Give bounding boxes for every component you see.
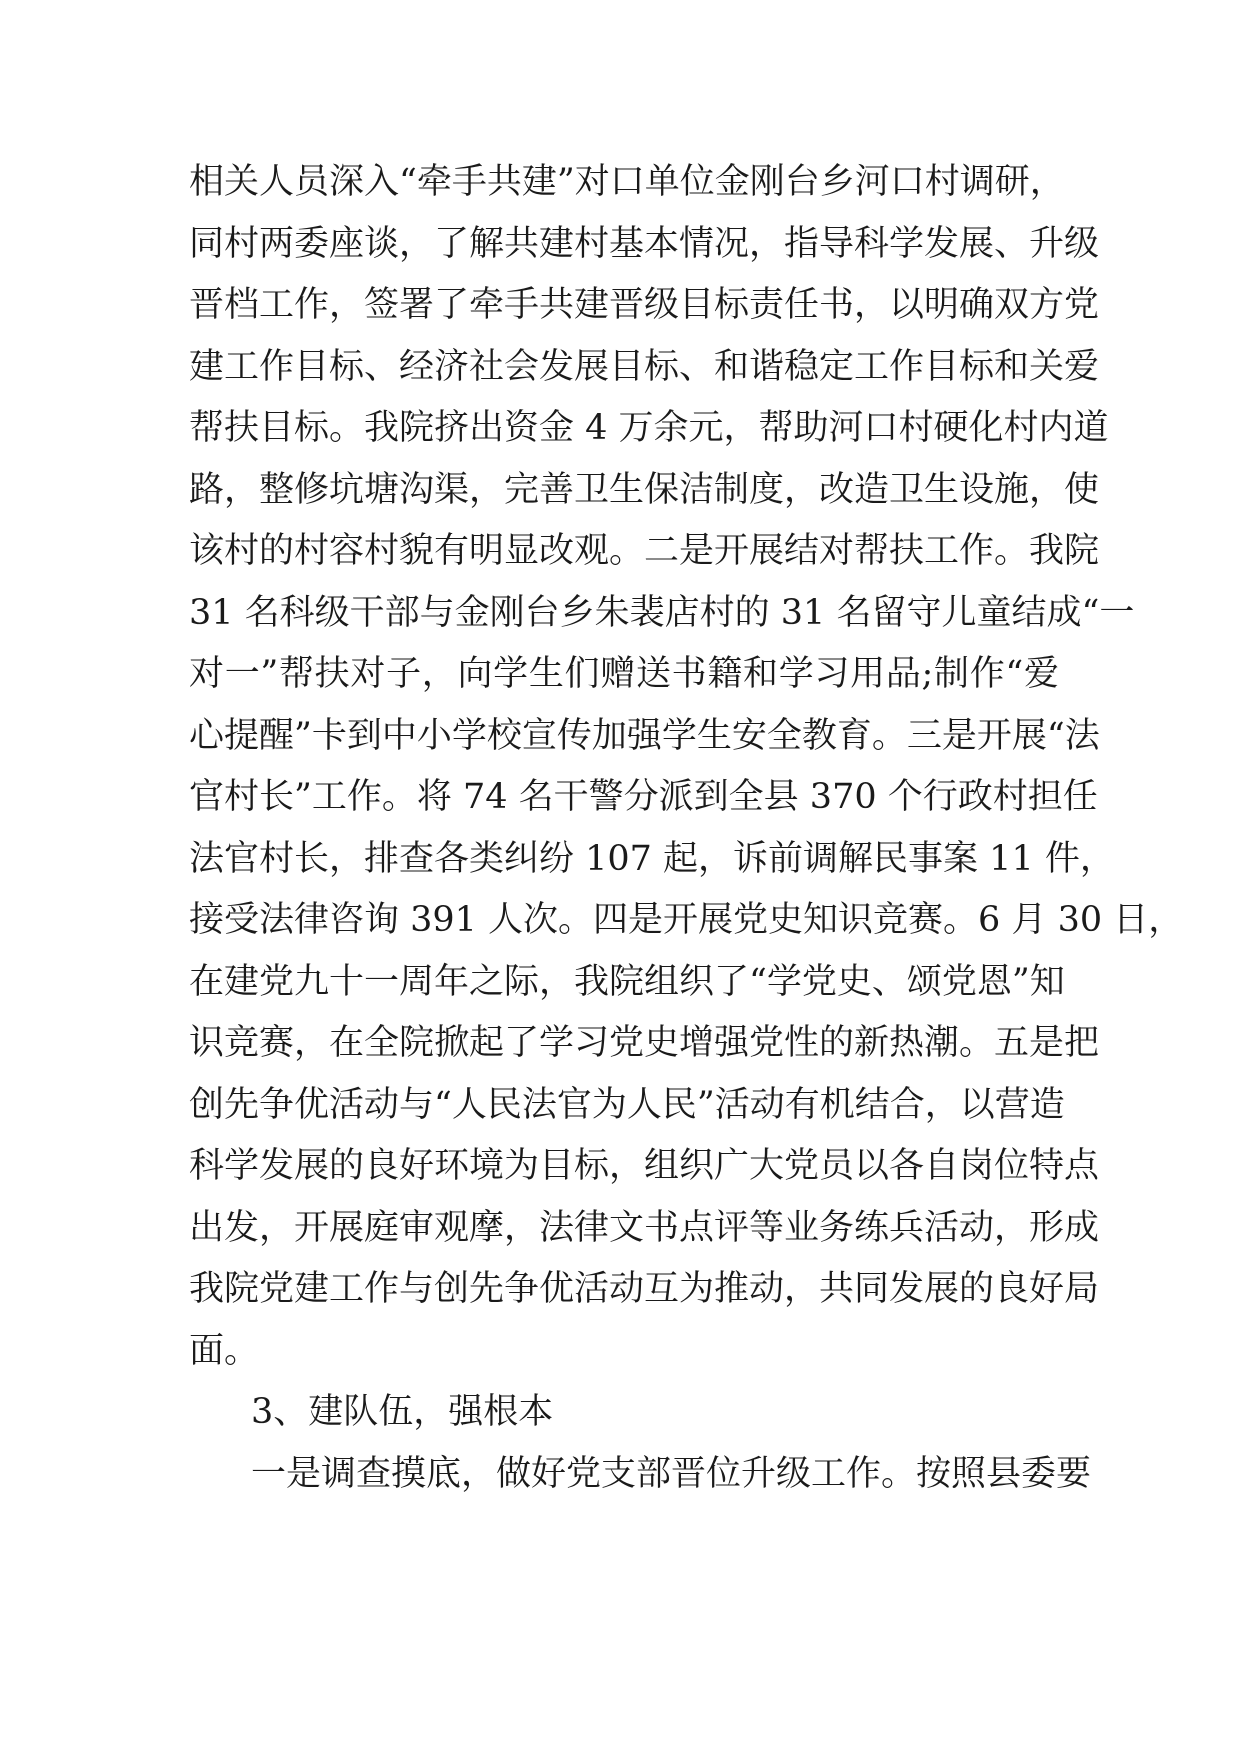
text-line: 对一”帮扶对子，向学生们赠送书籍和学习用品;制作“爱: [189, 654, 1059, 694]
text-line: 法官村长，排查各类纠纷 107 起，诉前调解民事案 11 件，: [189, 838, 1115, 879]
section-heading: 3、建队伍，强根本: [251, 1392, 554, 1432]
text-line: 出发，开展庭审观摩，法律文书点评等业务练兵活动，形成: [189, 1207, 1100, 1248]
text-line: 建工作目标、经济社会发展目标、和谐稳定工作目标和关爱: [189, 346, 1100, 387]
text-line: 创先争优活动与“人民法官为人民”活动有机结合，以营造: [189, 1084, 1065, 1125]
paragraph-end-line: 面。: [189, 1330, 260, 1371]
text-line: 相关人员深入“牵手共建”对口单位金刚台乡河口村调研，: [189, 162, 1065, 202]
text-line: 晋档工作，签署了牵手共建晋级目标责任书，以明确双方党: [189, 285, 1100, 325]
text-line: 识竞赛，在全院掀起了学习党史增强党性的新热潮。五是把: [189, 1023, 1100, 1063]
text-line: 一是调查摸底，做好党支部晋位升级工作。按照县委要: [251, 1453, 1092, 1494]
text-line: 官村长”工作。将 74 名干警分派到全县 370 个行政村担任: [189, 777, 1098, 817]
text-line: 31 名科级干部与金刚台乡朱裴店村的 31 名留守儿童结成“一: [189, 592, 1135, 633]
text-line: 在建党九十一周年之际，我院组织了“学党史、颂党恩”知: [189, 961, 1065, 1002]
text-line: 该村的村容村貌有明显改观。二是开展结对帮扶工作。我院: [189, 531, 1100, 571]
text-line: 帮扶目标。我院挤出资金 4 万余元，帮助河口村硬化村内道: [189, 408, 1109, 448]
text-line: 心提醒”卡到中小学校宣传加强学生安全教育。三是开展“法: [189, 715, 1100, 756]
body-text: [189, 152, 1184, 1505]
text-line: 接受法律咨询 391 人次。四是开展党史知识竞赛。6 月 30 日，: [189, 900, 1184, 940]
text-line: 我院党建工作与创先争优活动互为推动，共同发展的良好局: [189, 1269, 1100, 1309]
text-line: 路，整修坑塘沟渠，完善卫生保洁制度，改造卫生设施，使: [189, 469, 1100, 510]
text-line: 科学发展的良好环境为目标，组织广大党员以各自岗位特点: [189, 1146, 1100, 1186]
text-line: 同村两委座谈，了解共建村基本情况，指导科学发展、升级: [189, 223, 1100, 264]
